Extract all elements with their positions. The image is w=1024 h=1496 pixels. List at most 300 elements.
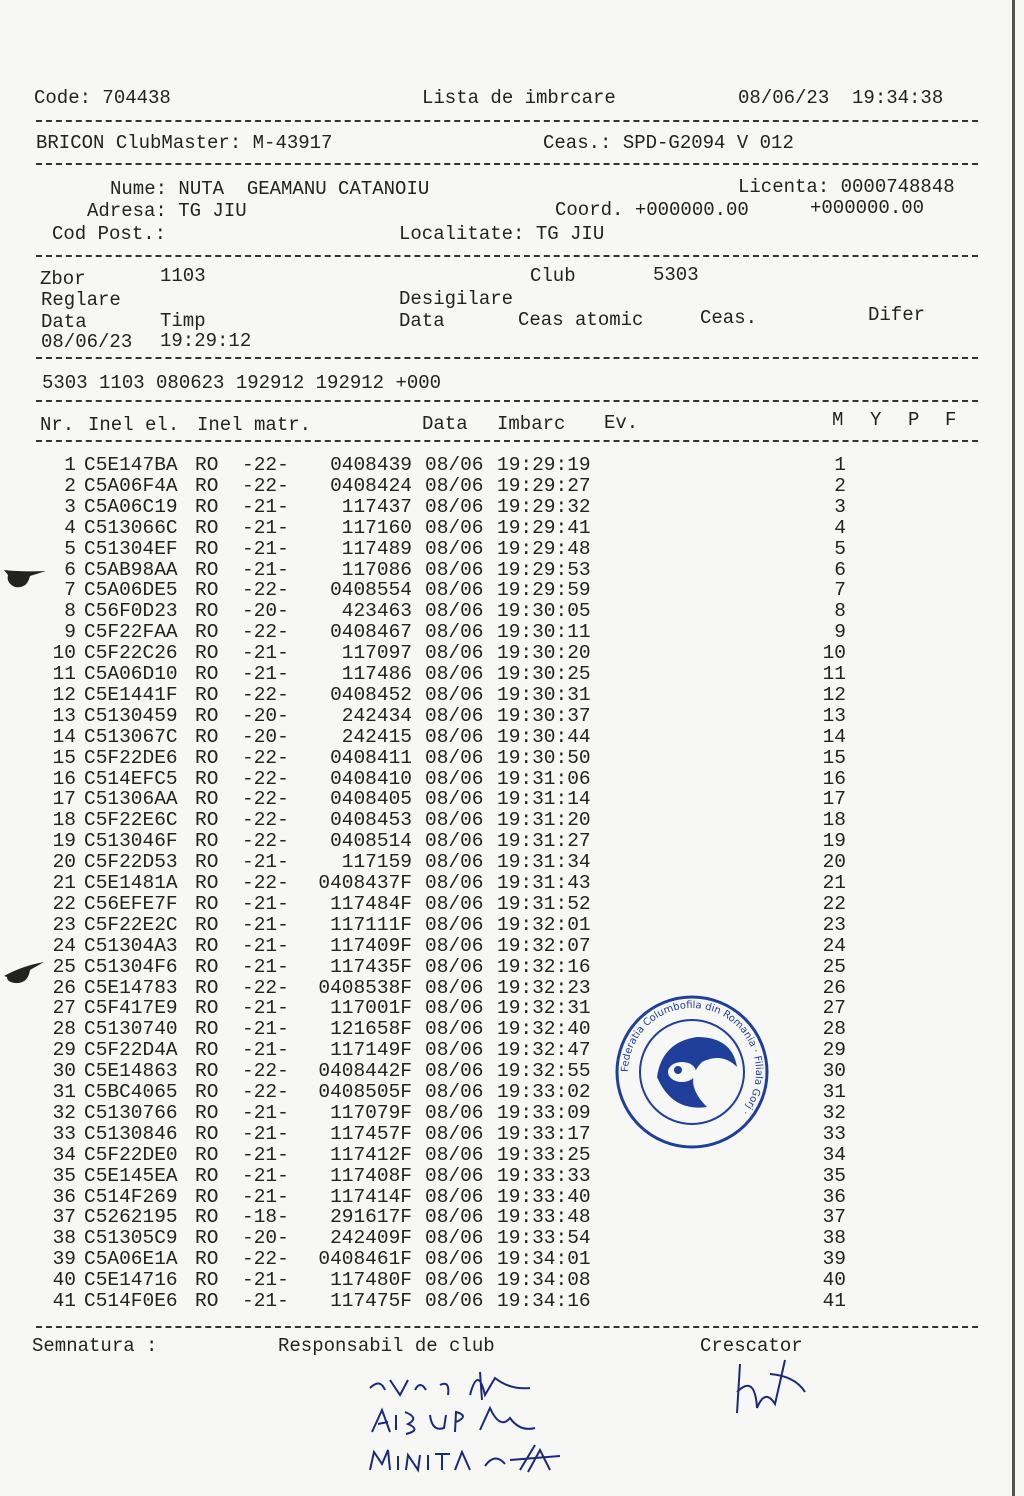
owner-name: Nume: NUTA GEAMANU CATANOIU xyxy=(110,178,430,200)
ring-electronic: C51304EF xyxy=(84,537,178,560)
club-responsible-label: Responsabil de club xyxy=(278,1335,495,1357)
table-row xyxy=(0,727,900,748)
col-nr: Nr. xyxy=(40,414,75,436)
ring-year: -21- xyxy=(242,1122,289,1145)
ring-number: 0408467 xyxy=(330,621,412,644)
ring-year: -21- xyxy=(242,934,289,957)
arrival-date: 08/06 xyxy=(425,683,484,706)
table-row xyxy=(0,957,900,978)
arrival-date: 08/06 xyxy=(425,1143,484,1166)
ring-electronic: C5E145EA xyxy=(84,1164,178,1187)
col-f: F xyxy=(945,409,957,431)
table-row xyxy=(0,873,900,894)
arrival-time: 19:32:31 xyxy=(497,997,591,1020)
arrival-date: 08/06 xyxy=(425,495,484,518)
ring-year: -21- xyxy=(242,851,289,874)
position-m: 23 xyxy=(822,913,846,936)
arrival-date: 08/06 xyxy=(425,892,484,915)
table-row xyxy=(0,560,900,581)
row-nr: 10 xyxy=(52,642,76,665)
arrival-date: 08/06 xyxy=(425,1290,484,1312)
arrival-date: 08/06 xyxy=(425,830,484,853)
ring-electronic: C5A06D10 xyxy=(84,663,178,685)
ring-year: -22- xyxy=(242,454,289,476)
arrival-date: 08/06 xyxy=(425,642,484,665)
row-nr: 27 xyxy=(52,997,76,1020)
arrival-time: 19:29:59 xyxy=(497,579,591,602)
ring-country: RO xyxy=(195,516,219,539)
row-nr: 36 xyxy=(52,1185,76,1208)
ring-number: 117111F xyxy=(330,913,412,936)
ring-electronic: C5A06F4A xyxy=(84,474,178,497)
position-m: 37 xyxy=(822,1206,846,1229)
ring-electronic: C5E147BA xyxy=(84,454,178,476)
ring-number: 117437 xyxy=(341,495,412,518)
reglare-date: 08/06/23 xyxy=(41,331,133,353)
arrival-date: 08/06 xyxy=(425,1101,484,1124)
arrival-time: 19:34:16 xyxy=(497,1290,591,1312)
ring-year: -21- xyxy=(242,1039,289,1062)
ring-country: RO xyxy=(195,495,219,518)
data2-label: Data xyxy=(399,310,445,332)
ring-number: 117159 xyxy=(341,851,412,874)
ring-number: 117001F xyxy=(330,997,412,1020)
position-m: 1 xyxy=(834,454,846,476)
ring-year: -21- xyxy=(242,913,289,936)
ring-electronic: C5A06C19 xyxy=(84,495,178,518)
ring-electronic: C5A06DE5 xyxy=(84,579,178,602)
ring-year: -21- xyxy=(242,892,289,915)
arrival-time: 19:30:31 xyxy=(497,683,591,706)
ring-country: RO xyxy=(195,1060,219,1083)
ring-country: RO xyxy=(195,1248,219,1271)
ring-electronic: C514F0E6 xyxy=(84,1290,178,1312)
ring-electronic: C5F22D53 xyxy=(84,851,178,874)
ring-number: 0408437F xyxy=(318,872,412,894)
ring-year: -22- xyxy=(242,976,289,999)
position-m: 21 xyxy=(822,872,846,894)
position-m: 26 xyxy=(822,976,846,999)
position-m: 20 xyxy=(822,851,846,874)
col-data: Data xyxy=(422,413,468,435)
arrival-time: 19:31:06 xyxy=(497,767,591,790)
ring-number: 117079F xyxy=(330,1101,412,1124)
ring-electronic: C513066C xyxy=(84,516,178,539)
ring-number: 117414F xyxy=(330,1185,412,1208)
arrival-date: 08/06 xyxy=(425,788,484,811)
ring-electronic: C56EFE7F xyxy=(84,892,178,915)
code-line: 5303 1103 080623 192912 192912 +000 xyxy=(42,372,442,394)
signature-label: Semnatura : xyxy=(32,1335,158,1357)
position-m: 7 xyxy=(834,579,846,602)
position-m: 28 xyxy=(822,1018,846,1041)
arrival-date: 08/06 xyxy=(425,725,484,748)
ring-electronic: C5E14783 xyxy=(84,976,178,999)
row-nr: 38 xyxy=(52,1227,76,1250)
ring-year: -21- xyxy=(242,537,289,560)
ring-year: -18- xyxy=(242,1206,289,1229)
position-m: 31 xyxy=(822,1081,846,1103)
ring-year: -20- xyxy=(242,600,289,623)
ring-electronic: C5A06E1A xyxy=(84,1248,178,1271)
ring-electronic: C514F269 xyxy=(84,1185,178,1208)
club-stamp xyxy=(612,992,772,1152)
ring-country: RO xyxy=(195,830,219,853)
ring-electronic: C51305C9 xyxy=(84,1227,178,1250)
arrival-time: 19:29:53 xyxy=(497,558,591,581)
position-m: 5 xyxy=(834,537,846,560)
row-nr: 9 xyxy=(64,621,76,644)
ring-year: -21- xyxy=(242,495,289,518)
position-m: 32 xyxy=(822,1101,846,1124)
position-m: 25 xyxy=(822,955,846,978)
table-row xyxy=(0,622,900,643)
arrival-date: 08/06 xyxy=(425,558,484,581)
ring-number: 0408554 xyxy=(330,579,412,602)
arrival-time: 19:32:23 xyxy=(497,976,591,999)
arrival-time: 19:33:40 xyxy=(497,1185,591,1208)
position-m: 39 xyxy=(822,1248,846,1271)
ring-country: RO xyxy=(195,1122,219,1145)
row-nr: 16 xyxy=(52,767,76,790)
reglare-time: 19:29:12 xyxy=(160,330,252,352)
arrival-time: 19:32:07 xyxy=(497,934,591,957)
ring-number: 0408453 xyxy=(330,809,412,832)
difer-label: Difer xyxy=(868,304,926,326)
ring-number: 0408411 xyxy=(330,746,412,769)
ring-number: 0408514 xyxy=(330,830,412,853)
table-row xyxy=(0,685,900,706)
svg-text:Federatia Columbofila din Roma: Federatia Columbofila din Romania · Filiala Gorj · xyxy=(619,999,765,1117)
ring-year: -22- xyxy=(242,474,289,497)
arrival-date: 08/06 xyxy=(425,516,484,539)
row-nr: 33 xyxy=(52,1122,76,1145)
row-nr: 12 xyxy=(52,683,76,706)
breeder-signature xyxy=(725,1358,815,1418)
ring-year: -21- xyxy=(242,558,289,581)
ring-country: RO xyxy=(195,1227,219,1250)
arrival-date: 08/06 xyxy=(425,537,484,560)
row-nr: 35 xyxy=(52,1164,76,1187)
row-nr: 13 xyxy=(52,704,76,727)
club-number: 5303 xyxy=(653,264,699,286)
table-row xyxy=(0,1187,900,1208)
row-nr: 30 xyxy=(52,1060,76,1083)
arrival-date: 08/06 xyxy=(425,934,484,957)
ring-year: -21- xyxy=(242,1269,289,1292)
arrival-time: 19:33:48 xyxy=(497,1206,591,1229)
ring-number: 0408424 xyxy=(330,474,412,497)
ring-year: -21- xyxy=(242,516,289,539)
position-m: 35 xyxy=(822,1164,846,1187)
position-m: 11 xyxy=(822,663,846,685)
ring-year: -20- xyxy=(242,704,289,727)
arrival-time: 19:29:19 xyxy=(497,454,591,476)
position-m: 36 xyxy=(822,1185,846,1208)
row-nr: 28 xyxy=(52,1018,76,1041)
ring-year: -22- xyxy=(242,683,289,706)
arrival-time: 19:34:08 xyxy=(497,1269,591,1292)
ring-country: RO xyxy=(195,997,219,1020)
ring-number: 0408439 xyxy=(330,454,412,476)
arrival-date: 08/06 xyxy=(425,1081,484,1103)
ring-country: RO xyxy=(195,663,219,685)
arrival-date: 08/06 xyxy=(425,1164,484,1187)
position-m: 33 xyxy=(822,1122,846,1145)
flight-label: Zbor xyxy=(40,268,86,290)
arrival-time: 19:30:37 xyxy=(497,704,591,727)
position-m: 15 xyxy=(822,746,846,769)
ring-country: RO xyxy=(195,600,219,623)
position-m: 2 xyxy=(834,474,846,497)
ring-number: 291617F xyxy=(330,1206,412,1229)
ring-electronic: C51306AA xyxy=(84,788,178,811)
ring-year: -22- xyxy=(242,579,289,602)
ring-number: 242415 xyxy=(341,725,412,748)
ring-country: RO xyxy=(195,746,219,769)
ring-year: -22- xyxy=(242,1248,289,1271)
ring-year: -22- xyxy=(242,809,289,832)
ring-year: -21- xyxy=(242,997,289,1020)
ring-year: -21- xyxy=(242,1101,289,1124)
arrival-time: 19:30:50 xyxy=(497,746,591,769)
ring-electronic: C5F22C26 xyxy=(84,642,178,665)
position-m: 10 xyxy=(822,642,846,665)
table-row xyxy=(0,936,900,957)
ring-country: RO xyxy=(195,1081,219,1103)
ring-year: -21- xyxy=(242,1164,289,1187)
ring-number: 0408505F xyxy=(318,1081,412,1103)
table-row xyxy=(0,831,900,852)
table-row xyxy=(0,1249,900,1270)
ring-electronic: C5F417E9 xyxy=(84,997,178,1020)
ring-year: -20- xyxy=(242,1227,289,1250)
arrival-time: 19:31:27 xyxy=(497,830,591,853)
table-row xyxy=(0,769,900,790)
col-m: M xyxy=(832,409,844,431)
separator xyxy=(36,440,978,442)
table-row xyxy=(0,789,900,810)
separator xyxy=(36,120,978,122)
clubmaster: BRICON ClubMaster: M-43917 xyxy=(36,132,333,154)
ring-electronic: C5F22E2C xyxy=(84,913,178,936)
table-row xyxy=(0,1228,900,1249)
ring-number: 0408452 xyxy=(330,683,412,706)
ring-electronic: C51304A3 xyxy=(84,934,178,957)
table-row xyxy=(0,1270,900,1291)
table-row xyxy=(0,915,900,936)
row-nr: 39 xyxy=(52,1248,76,1271)
arrival-date: 08/06 xyxy=(425,976,484,999)
arrival-date: 08/06 xyxy=(425,1018,484,1041)
row-nr: 14 xyxy=(52,725,76,748)
table-row xyxy=(0,1207,900,1228)
print-datetime: 08/06/23 19:34:38 xyxy=(738,87,944,109)
arrival-date: 08/06 xyxy=(425,809,484,832)
row-nr: 21 xyxy=(52,872,76,894)
row-nr: 6 xyxy=(64,558,76,581)
col-inel-matr: Inel matr. xyxy=(197,414,312,436)
arrival-time: 19:32:01 xyxy=(497,913,591,936)
ring-number: 117160 xyxy=(341,516,412,539)
row-nr: 22 xyxy=(52,892,76,915)
arrival-time: 19:33:54 xyxy=(497,1227,591,1250)
table-row xyxy=(0,852,900,873)
position-m: 38 xyxy=(822,1227,846,1250)
row-nr: 40 xyxy=(52,1269,76,1292)
position-m: 40 xyxy=(822,1269,846,1292)
row-nr: 41 xyxy=(52,1290,76,1312)
arrival-time: 19:32:55 xyxy=(497,1060,591,1083)
arrival-date: 08/06 xyxy=(425,746,484,769)
ring-number: 117097 xyxy=(341,642,412,665)
coord: Coord. +000000.00 xyxy=(555,199,749,221)
ring-country: RO xyxy=(195,1206,219,1229)
arrival-date: 08/06 xyxy=(425,767,484,790)
ring-country: RO xyxy=(195,955,219,978)
table-row xyxy=(0,1291,900,1312)
row-nr: 32 xyxy=(52,1101,76,1124)
ring-country: RO xyxy=(195,767,219,790)
arrival-time: 19:31:34 xyxy=(497,851,591,874)
table-row xyxy=(0,518,900,539)
row-nr: 31 xyxy=(52,1081,76,1103)
ring-country: RO xyxy=(195,1269,219,1292)
ring-country: RO xyxy=(195,1039,219,1062)
col-inel-el: Inel el. xyxy=(88,414,180,436)
ring-country: RO xyxy=(195,1143,219,1166)
ring-electronic: C5F22DE0 xyxy=(84,1143,178,1166)
position-m: 27 xyxy=(822,997,846,1020)
arrival-date: 08/06 xyxy=(425,1248,484,1271)
position-m: 3 xyxy=(834,495,846,518)
row-nr: 24 xyxy=(52,934,76,957)
table-row xyxy=(0,894,900,915)
arrival-time: 19:33:17 xyxy=(497,1122,591,1145)
club-label: Club xyxy=(530,265,576,287)
ring-electronic: C514EFC5 xyxy=(84,767,178,790)
arrival-date: 08/06 xyxy=(425,851,484,874)
ring-number: 117484F xyxy=(330,892,412,915)
col-p: P xyxy=(908,409,920,431)
arrival-date: 08/06 xyxy=(425,704,484,727)
row-nr: 26 xyxy=(52,976,76,999)
col-ev: Ev. xyxy=(604,412,639,434)
ring-year: -22- xyxy=(242,788,289,811)
arrival-time: 19:30:25 xyxy=(497,663,591,685)
ring-year: -22- xyxy=(242,621,289,644)
row-nr: 37 xyxy=(52,1206,76,1229)
timp-label: Timp xyxy=(160,310,206,332)
ring-year: -20- xyxy=(242,725,289,748)
arrival-date: 08/06 xyxy=(425,1122,484,1145)
ring-number: 423463 xyxy=(341,600,412,623)
arrival-time: 19:32:47 xyxy=(497,1039,591,1062)
document-title: Lista de imbrcare xyxy=(422,87,616,109)
arrival-time: 19:30:20 xyxy=(497,642,591,665)
ring-year: -22- xyxy=(242,1081,289,1103)
position-m: 9 xyxy=(834,621,846,644)
col-imbarc: Imbarc xyxy=(497,413,566,435)
ring-number: 117486 xyxy=(341,663,412,685)
ring-year: -21- xyxy=(242,1290,289,1312)
page-edge xyxy=(1012,0,1015,1496)
separator xyxy=(36,1326,978,1328)
position-m: 13 xyxy=(822,704,846,727)
ring-year: -22- xyxy=(242,746,289,769)
ring-country: RO xyxy=(195,913,219,936)
arrival-date: 08/06 xyxy=(425,600,484,623)
col-y: Y xyxy=(870,409,882,431)
ring-electronic: C5130740 xyxy=(84,1018,178,1041)
ring-electronic: C5E1481A xyxy=(84,872,178,894)
ring-electronic: C5130459 xyxy=(84,704,178,727)
arrival-time: 19:31:20 xyxy=(497,809,591,832)
row-nr: 29 xyxy=(52,1039,76,1062)
ring-electronic: C5E14716 xyxy=(84,1269,178,1292)
ring-country: RO xyxy=(195,1018,219,1041)
data-label: Data xyxy=(41,311,87,333)
ring-electronic: C56F0D23 xyxy=(84,600,178,623)
ring-country: RO xyxy=(195,454,219,476)
table-row xyxy=(0,601,900,622)
ring-number: 117475F xyxy=(330,1290,412,1312)
ring-country: RO xyxy=(195,788,219,811)
ring-year: -22- xyxy=(242,1060,289,1083)
arrival-date: 08/06 xyxy=(425,454,484,476)
arrival-time: 19:30:11 xyxy=(497,621,591,644)
ring-year: -21- xyxy=(242,663,289,685)
table-row xyxy=(0,1166,900,1187)
ring-electronic: C5262195 xyxy=(84,1206,178,1229)
ring-electronic: C5F22D4A xyxy=(84,1039,178,1062)
row-nr: 3 xyxy=(64,495,76,518)
row-nr: 18 xyxy=(52,809,76,832)
row-nr: 34 xyxy=(52,1143,76,1166)
ring-number: 117086 xyxy=(341,558,412,581)
ring-country: RO xyxy=(195,642,219,665)
arrival-time: 19:33:33 xyxy=(497,1164,591,1187)
table-row xyxy=(0,706,900,727)
position-m: 19 xyxy=(822,830,846,853)
ring-year: -21- xyxy=(242,1143,289,1166)
ring-country: RO xyxy=(195,1101,219,1124)
arrival-time: 19:30:05 xyxy=(497,600,591,623)
row-nr: 1 xyxy=(64,454,76,476)
position-m: 14 xyxy=(822,725,846,748)
ring-country: RO xyxy=(195,725,219,748)
arrival-time: 19:31:52 xyxy=(497,892,591,915)
ring-electronic: C5F22FAA xyxy=(84,621,178,644)
position-m: 22 xyxy=(822,892,846,915)
arrival-time: 19:29:41 xyxy=(497,516,591,539)
arrival-date: 08/06 xyxy=(425,1185,484,1208)
row-nr: 11 xyxy=(52,663,76,685)
arrival-time: 19:31:43 xyxy=(497,872,591,894)
position-m: 8 xyxy=(834,600,846,623)
arrival-date: 08/06 xyxy=(425,474,484,497)
arrival-time: 19:29:27 xyxy=(497,474,591,497)
arrival-date: 08/06 xyxy=(425,1206,484,1229)
position-m: 41 xyxy=(822,1290,846,1312)
arrival-time: 19:32:16 xyxy=(497,955,591,978)
ceas-label: Ceas. xyxy=(700,307,758,329)
position-m: 16 xyxy=(822,767,846,790)
ring-country: RO xyxy=(195,621,219,644)
ring-country: RO xyxy=(195,474,219,497)
flight-number: 1103 xyxy=(160,265,206,287)
ring-number: 0408405 xyxy=(330,788,412,811)
